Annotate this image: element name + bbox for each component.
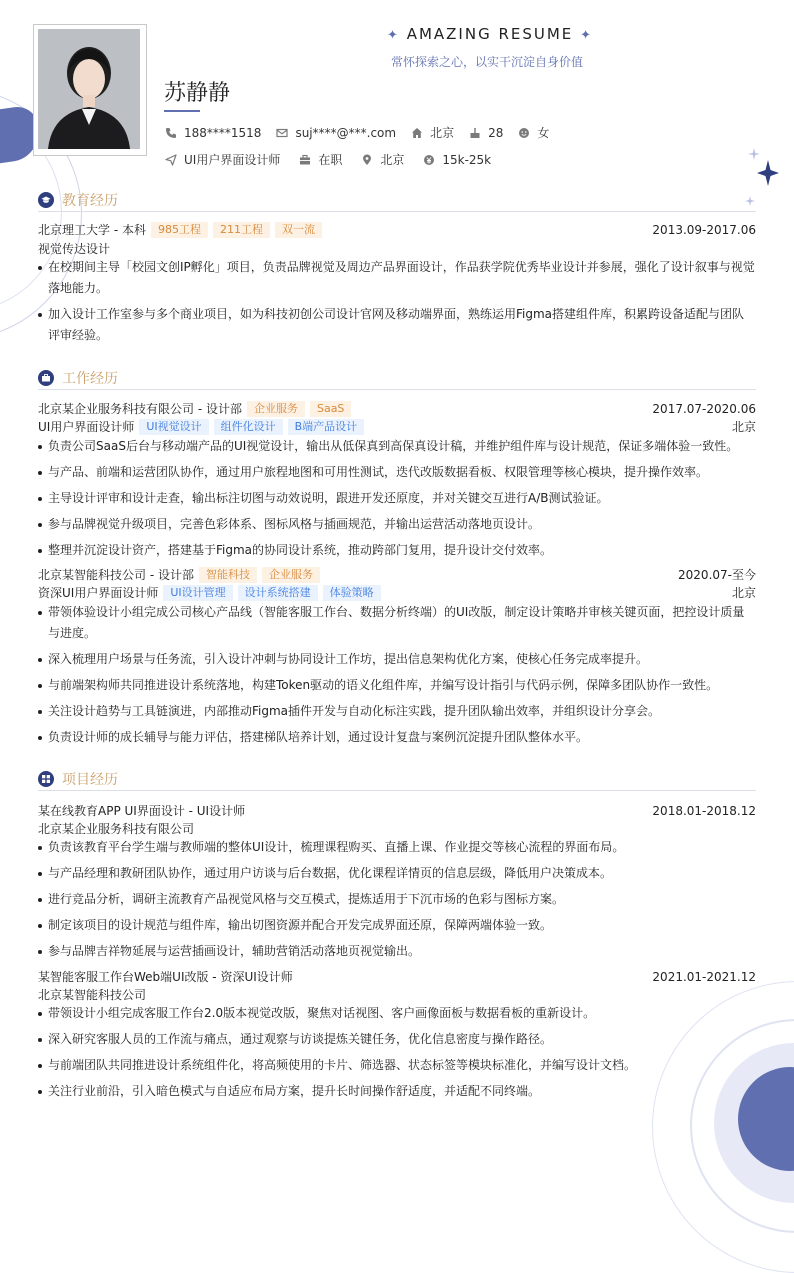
list-item: 主导设计评审和设计走查，输出标注切图与动效说明，跟进开发还原度，并对关键交互进行A/B测试验证。	[38, 488, 756, 509]
list-item: 在校期间主导「校园文创IP孵化」项目，负责品牌视觉及周边产品界面设计，作品获学院优秀毕业设计并参展，强化了设计叙事与视觉落地能力。	[38, 257, 756, 299]
list-item: 负责设计师的成长辅导与能力评估，搭建梯队培养计划，通过设计复盘与案例沉淀提升团队整体水平。	[38, 727, 756, 748]
job-date: 2020.07-至今	[678, 568, 756, 582]
job-header	[38, 400, 756, 417]
project-header	[38, 802, 756, 819]
cake-icon	[468, 126, 482, 140]
list-item: 与产品经理和教研团队协作，通过用户访谈与后台数据，优化课程详情页的信息层级，降低用户决策成本。	[38, 863, 756, 884]
list-item: 深入梳理用户场景与任务流，引入设计冲刺与协同设计工作坊，提出信息架构优化方案，使核心任务完成率提升。	[38, 649, 756, 670]
star-icon: ✦	[387, 28, 400, 43]
send-icon	[164, 153, 178, 167]
tag: SaaS	[310, 401, 351, 417]
project-company: 北京某智能科技公司	[38, 988, 147, 1002]
contact-info-row	[164, 124, 563, 141]
info-city: 北京	[360, 151, 404, 168]
tag: B端产品设计	[288, 419, 365, 435]
job-role-row	[38, 584, 756, 601]
job-bullets	[38, 436, 756, 566]
list-item: 负责该教育平台学生端与教师端的整体UI设计，梳理课程购买、直播上课、作业提交等核心流程的界面布局。	[38, 837, 756, 858]
project-header	[38, 968, 756, 985]
banner-text: AMAZING RESUME	[406, 25, 574, 43]
company-name: 北京某智能科技公司 - 设计部	[38, 568, 194, 582]
job-role-row	[38, 418, 756, 435]
tag: 设计系统搭建	[238, 585, 318, 601]
info-email: suj****@***.com	[275, 126, 396, 140]
project-name: 某智能客服工作台Web端UI改版 - 资深UI设计师	[38, 970, 293, 984]
job-bullets	[38, 602, 756, 753]
project-name: 某在线教育APP UI界面设计 - UI设计师	[38, 804, 246, 818]
info-salary: 15k-25k	[422, 153, 491, 167]
school-name: 北京理工大学 - 本科	[38, 223, 146, 237]
list-item: 带领体验设计小组完成公司核心产品线（智能客服工作台、数据分析终端）的UI改版，制定设计策略并审核关键页面，把控设计质量与进度。	[38, 602, 756, 644]
education-bullets	[38, 257, 756, 351]
tag: UI视觉设计	[139, 419, 208, 435]
project-bullets	[38, 1003, 756, 1107]
section-title: 教育经历	[62, 193, 118, 209]
job-role: 资深UI用户界面设计师	[38, 586, 159, 600]
education-header	[38, 221, 756, 238]
section-divider	[38, 389, 756, 390]
tag: 企业服务	[247, 401, 305, 417]
section-title: 项目经历	[62, 772, 118, 788]
list-item: 深入研究客服人员的工作流与痛点，通过观察与访谈提炼关键任务，优化信息密度与操作路径。	[38, 1029, 756, 1050]
list-item: 关注行业前沿，引入暗色模式与自适应布局方案，提升长时间操作舒适度，并适配不同终端。	[38, 1081, 756, 1102]
info-status: 在职	[298, 151, 342, 168]
grid-icon	[38, 771, 54, 787]
candidate-name: 苏静静	[164, 81, 231, 106]
project-bullets	[38, 837, 756, 967]
list-item: 参与品牌吉祥物延展与运营插画设计，辅助营销活动落地页视觉输出。	[38, 941, 756, 962]
tag: 体验策略	[323, 585, 381, 601]
motto: 常怀探索之心，以实干沉淀自身价值	[390, 55, 583, 69]
job-info-row	[164, 151, 505, 168]
project-date: 2021.01-2021.12	[652, 969, 756, 984]
list-item: 整理并沉淀设计资产，搭建基于Figma的协同设计系统，推动跨部门复用，提升设计交付效率。	[38, 540, 756, 561]
list-item: 加入设计工作室参与多个商业项目，如为科技初创公司设计官网及移动端界面，熟练运用Figma搭建组件库，积累跨设备适配与团队评审经验。	[38, 304, 756, 346]
info-gender: 女	[517, 124, 549, 141]
tag: 智能科技	[199, 567, 257, 583]
star-icon: ✦	[580, 28, 593, 43]
project-company-row	[38, 820, 756, 837]
list-item: 与产品、前端和运营团队协作，通过用户旅程地图和可用性测试，迭代改版数据看板、权限管理等核心模块，提升操作效率。	[38, 462, 756, 483]
info-age: 28	[468, 126, 503, 140]
list-item: 与前端团队共同推进设计系统组件化，将高频使用的卡片、筛选器、状态标签等模块标准化，并编写设计文档。	[38, 1055, 756, 1076]
profile-photo	[38, 29, 140, 149]
project-date: 2018.01-2018.12	[652, 803, 756, 818]
info-home: 北京	[410, 124, 454, 141]
briefcase-icon	[38, 370, 54, 386]
job-date: 2017.07-2020.06	[652, 401, 756, 416]
company-name: 北京某企业服务科技有限公司 - 设计部	[38, 402, 242, 416]
list-item: 进行竞品分析，调研主流教育产品视觉风格与交互模式，提炼适用于下沉市场的色彩与图标方案。	[38, 889, 756, 910]
gender-icon	[517, 126, 531, 140]
location-icon	[360, 153, 374, 167]
section-work	[38, 368, 756, 390]
job-header	[38, 566, 756, 583]
profile-photo-frame	[33, 24, 147, 156]
education-date: 2013.09-2017.06	[652, 222, 756, 237]
section-divider	[38, 790, 756, 791]
major: 视觉传达设计	[38, 242, 111, 256]
list-item: 与前端架构师共同推进设计系统落地，构建Token驱动的语义化组件库，并编写设计指引与代码示例，保障多团队协作一致性。	[38, 675, 756, 696]
list-item: 制定该项目的设计规范与组件库，输出切图资源并配合开发完成界面还原，保障两端体验一致。	[38, 915, 756, 936]
tag: UI设计管理	[163, 585, 232, 601]
list-item: 参与品牌视觉升级项目，完善色彩体系、图标风格与插画规范，并输出运营活动落地页设计。	[38, 514, 756, 535]
phone-icon	[164, 126, 178, 140]
list-item: 带领设计小组完成客服工作台2.0版本视觉改版，聚焦对话视图、客户画像面板与数据看板的重新设计。	[38, 1003, 756, 1024]
info-phone: 188****1518	[164, 126, 261, 140]
list-item: 关注设计趋势与工具链演进，内部推动Figma插件开发与自动化标注实践，提升团队输出效率，并组织设计分享会。	[38, 701, 756, 722]
tag: 双一流	[275, 222, 322, 238]
section-divider	[38, 211, 756, 212]
tag: 211工程	[213, 222, 270, 238]
list-item: 负责公司SaaS后台与移动端产品的UI视觉设计，输出从低保真到高保真设计稿，并维护组件库与设计规范，保证多端体验一致性。	[38, 436, 756, 457]
name-underline	[164, 110, 200, 112]
section-projects	[38, 769, 756, 791]
briefcase-icon	[298, 153, 312, 167]
section-title: 工作经历	[62, 371, 118, 387]
education-major-row	[38, 240, 756, 257]
project-company: 北京某企业服务科技有限公司	[38, 822, 195, 836]
info-position: UI用户界面设计师	[164, 151, 280, 168]
job-city: 北京	[731, 420, 756, 434]
tag: 组件化设计	[214, 419, 283, 435]
job-role: UI用户界面设计师	[38, 420, 135, 434]
graduation-cap-icon	[38, 192, 54, 208]
tag: 企业服务	[262, 567, 320, 583]
tag: 985工程	[151, 222, 208, 238]
project-company-row	[38, 986, 756, 1003]
home-icon	[410, 126, 424, 140]
mail-icon	[275, 126, 289, 140]
resume-banner	[387, 25, 593, 43]
section-education	[38, 190, 756, 212]
money-icon	[422, 153, 436, 167]
job-city: 北京	[731, 586, 756, 600]
